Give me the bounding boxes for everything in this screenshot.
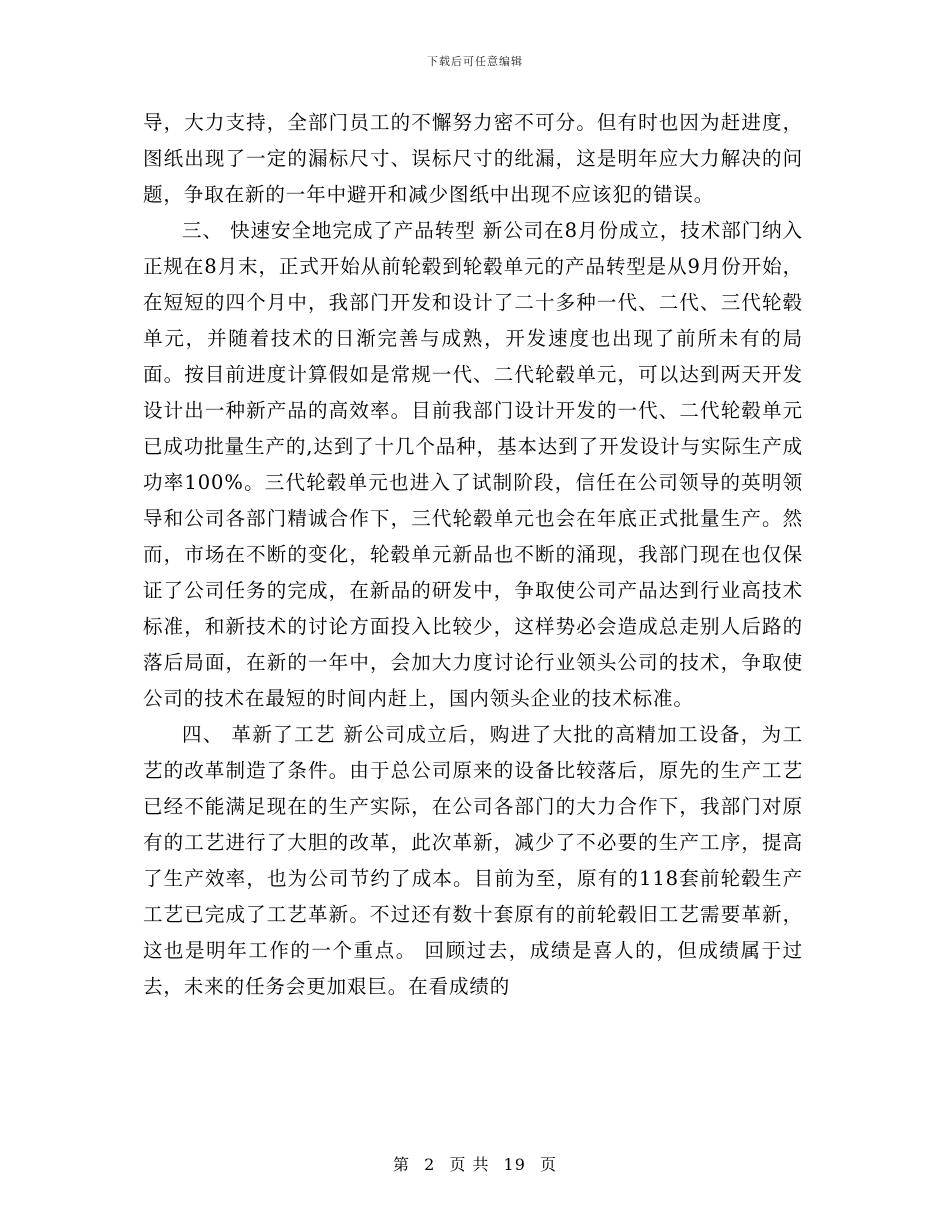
paragraph-section-four: 四、 革新了工艺 新公司成立后，购进了大批的高精加工设备，为工艺的改革制造了条件。由于总公司原来的设备比较落后，原先的生产工艺已经不能满足现在的生产实际，在公司各部门的大力合作下，我部门对原有的工艺进行了大胆的改革，此次革新，减少了不必要的生产工序，提高了生产效率，也为公司节约了成本。目前为至，原有的118套前轮毂生产工艺已完成了工艺革新。不过还有数十套原有的前轮毂旧工艺需要革新，这也是明年工作的一个重点。 回顾过去，成绩是喜人的，但成绩属于过去，未来的任务会更加艰巨。在看成绩的	[143, 723, 803, 998]
page-header: 下载后可任意编辑	[427, 55, 523, 68]
footer-middle: 页 共	[449, 1155, 490, 1174]
total-page-count: 19	[503, 1155, 526, 1174]
current-page-number: 2	[424, 1155, 436, 1174]
page-footer	[0, 1152, 950, 1175]
paragraph-continuation: 导，大力支持，全部门员工的不懈努力密不可分。但有时也因为赶进度，图纸出现了一定的漏标尺寸、误标尺寸的纰漏，这是明年应大力解决的问题，争取在新的一年中避开和减少图纸中出现不应该犯的错误。	[143, 111, 803, 206]
footer-prefix: 第	[392, 1155, 410, 1174]
footer-suffix: 页	[540, 1155, 558, 1174]
document-body	[143, 105, 803, 1005]
paragraph-section-three: 三、 快速安全地完成了产品转型 新公司在8月份成立，技术部门纳入正规在8月末，正式开始从前轮毂到轮毂单元的产品转型是从9月份开始，在短短的四个月中，我部门开发和设计了二十多种一代、二代、三代轮毂单元，并随着技术的日渐完善与成熟，开发速度也出现了前所未有的局面。按目前进度计算假如是常规一代、二代轮毂单元，可以达到两天开发设计出一种新产品的高效率。目前我部门设计开发的一代、二代轮毂单元已成功批量生产的,达到了十几个品种，基本达到了开发设计与实际生产成功率100%。三代轮毂单元也进入了试制阶段，信任在公司领导的英明领导和公司各部门精诚合作下，三代轮毂单元也会在年底正式批量生产。然而，市场在不断的变化，轮毂单元新品也不断的涌现，我部门现在也仅保证了公司任务的完成，在新品的研发中，争取使公司产品达到行业高技术标准，和新技术的讨论方面投入比较少，这样势必会造成总走别人后路的落后局面，在新的一年中，会加大力度讨论行业领头公司的技术，争取使公司的技术在最短的时间内赶上，国内领头企业的技术标准。	[143, 219, 803, 710]
